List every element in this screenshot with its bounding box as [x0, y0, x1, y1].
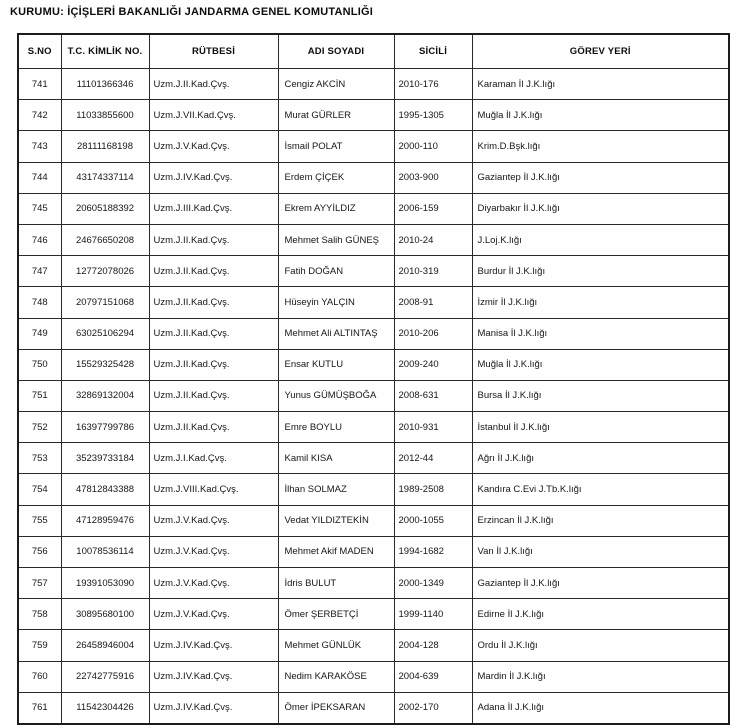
- cell-gorev: İzmir İl J.K.lığı: [472, 287, 729, 318]
- cell-sicil: 2010-24: [394, 224, 472, 255]
- table-row: [18, 412, 729, 443]
- column-header-adi: ADI SOYADI: [278, 34, 394, 69]
- cell-adi: Fatih DOĞAN: [278, 256, 394, 287]
- cell-gorev: Muğla İl J.K.lığı: [472, 349, 729, 380]
- cell-kimlik: 11542304426: [61, 692, 149, 724]
- cell-rutbe: Uzm.J.II.Kad.Çvş.: [149, 256, 278, 287]
- cell-sicil: 2006-159: [394, 193, 472, 224]
- table-row: [18, 661, 729, 692]
- cell-sno: 745: [18, 193, 61, 224]
- table-row: [18, 474, 729, 505]
- cell-sno: 757: [18, 568, 61, 599]
- cell-gorev: Van İl J.K.lığı: [472, 536, 729, 567]
- cell-adi: Nedim KARAKÖSE: [278, 661, 394, 692]
- cell-gorev: Erzincan İl J.K.lığı: [472, 505, 729, 536]
- table-row: [18, 131, 729, 162]
- cell-sno: 761: [18, 692, 61, 724]
- cell-sno: 759: [18, 630, 61, 661]
- cell-kimlik: 32869132004: [61, 380, 149, 411]
- header-row: [18, 34, 729, 69]
- cell-gorev: Karaman İl J.K.lığı: [472, 69, 729, 100]
- document-title: KURUMU: İÇİŞLERİ BAKANLIĞI JANDARMA GENEL KOMUTANLIĞI: [10, 6, 373, 18]
- cell-sicil: 2010-319: [394, 256, 472, 287]
- cell-gorev: Muğla İl J.K.lığı: [472, 100, 729, 131]
- cell-kimlik: 47812843388: [61, 474, 149, 505]
- cell-adi: Ensar KUTLU: [278, 349, 394, 380]
- cell-gorev: J.Loj.K.lığı: [472, 224, 729, 255]
- column-header-gorev: GÖREV YERİ: [472, 34, 729, 69]
- cell-gorev: Gaziantep İl J.K.lığı: [472, 162, 729, 193]
- cell-kimlik: 22742775916: [61, 661, 149, 692]
- cell-rutbe: Uzm.J.II.Kad.Çvş.: [149, 287, 278, 318]
- cell-sicil: 2010-176: [394, 69, 472, 100]
- cell-sicil: 2002-170: [394, 692, 472, 724]
- cell-kimlik: 24676650208: [61, 224, 149, 255]
- cell-gorev: Edirne İl J.K.lığı: [472, 599, 729, 630]
- cell-adi: Murat GÜRLER: [278, 100, 394, 131]
- cell-kimlik: 10078536114: [61, 536, 149, 567]
- cell-rutbe: Uzm.J.IV.Kad.Çvş.: [149, 661, 278, 692]
- cell-adi: Kamil KISA: [278, 443, 394, 474]
- cell-sicil: 2000-1055: [394, 505, 472, 536]
- cell-rutbe: Uzm.J.VII.Kad.Çvş.: [149, 100, 278, 131]
- cell-sno: 749: [18, 318, 61, 349]
- table-row: [18, 380, 729, 411]
- table-row: [18, 630, 729, 661]
- table-row: [18, 162, 729, 193]
- cell-sno: 748: [18, 287, 61, 318]
- cell-kimlik: 20797151068: [61, 287, 149, 318]
- cell-rutbe: Uzm.J.V.Kad.Çvş.: [149, 505, 278, 536]
- cell-sicil: 1995-1305: [394, 100, 472, 131]
- cell-adi: Ömer İPEKSARAN: [278, 692, 394, 724]
- column-header-rutbe: RÜTBESİ: [149, 34, 278, 69]
- cell-kimlik: 47128959476: [61, 505, 149, 536]
- table-row: [18, 505, 729, 536]
- cell-sicil: 2008-91: [394, 287, 472, 318]
- column-header-kimlik: T.C. KİMLİK NO.: [61, 34, 149, 69]
- cell-sno: 753: [18, 443, 61, 474]
- cell-gorev: Kandıra C.Evi J.Tb.K.lığı: [472, 474, 729, 505]
- cell-adi: Mehmet Ali ALTINTAŞ: [278, 318, 394, 349]
- cell-gorev: Diyarbakır İl J.K.lığı: [472, 193, 729, 224]
- cell-sicil: 1989-2508: [394, 474, 472, 505]
- cell-adi: İlhan SOLMAZ: [278, 474, 394, 505]
- table-row: [18, 536, 729, 567]
- table-body: [18, 69, 729, 724]
- cell-sno: 758: [18, 599, 61, 630]
- cell-sicil: 2003-900: [394, 162, 472, 193]
- cell-sicil: 2010-206: [394, 318, 472, 349]
- cell-rutbe: Uzm.J.VIII.Kad.Çvş.: [149, 474, 278, 505]
- personnel-table: [17, 33, 730, 725]
- cell-kimlik: 30895680100: [61, 599, 149, 630]
- cell-adi: Emre BOYLU: [278, 412, 394, 443]
- cell-rutbe: Uzm.J.II.Kad.Çvş.: [149, 318, 278, 349]
- cell-sicil: 2008-631: [394, 380, 472, 411]
- cell-rutbe: Uzm.J.IV.Kad.Çvş.: [149, 162, 278, 193]
- cell-kimlik: 20605188392: [61, 193, 149, 224]
- cell-rutbe: Uzm.J.V.Kad.Çvş.: [149, 568, 278, 599]
- cell-adi: Cengiz AKCİN: [278, 69, 394, 100]
- cell-gorev: Ağrı İl J.K.lığı: [472, 443, 729, 474]
- column-header-sicil: SİCİLİ: [394, 34, 472, 69]
- cell-sicil: 2010-931: [394, 412, 472, 443]
- cell-rutbe: Uzm.J.V.Kad.Çvş.: [149, 536, 278, 567]
- cell-sicil: 2000-1349: [394, 568, 472, 599]
- cell-kimlik: 11101366346: [61, 69, 149, 100]
- table-row: [18, 224, 729, 255]
- cell-gorev: Gaziantep İl J.K.lığı: [472, 568, 729, 599]
- cell-sno: 743: [18, 131, 61, 162]
- column-header-sno: S.NO: [18, 34, 61, 69]
- cell-adi: Ekrem AYYİLDIZ: [278, 193, 394, 224]
- cell-gorev: Burdur İl J.K.lığı: [472, 256, 729, 287]
- cell-adi: Mehmet GÜNLÜK: [278, 630, 394, 661]
- table-row: [18, 100, 729, 131]
- cell-kimlik: 63025106294: [61, 318, 149, 349]
- table-row: [18, 568, 729, 599]
- cell-sno: 747: [18, 256, 61, 287]
- cell-sno: 756: [18, 536, 61, 567]
- cell-kimlik: 15529325428: [61, 349, 149, 380]
- cell-kimlik: 19391053090: [61, 568, 149, 599]
- cell-kimlik: 43174337114: [61, 162, 149, 193]
- cell-adi: Mehmet Akif MADEN: [278, 536, 394, 567]
- table-row: [18, 256, 729, 287]
- cell-gorev: Bursa İl J.K.lığı: [472, 380, 729, 411]
- cell-adi: Hüseyin YALÇIN: [278, 287, 394, 318]
- cell-sicil: 1999-1140: [394, 599, 472, 630]
- cell-sno: 751: [18, 380, 61, 411]
- cell-adi: Vedat YILDIZTEKİN: [278, 505, 394, 536]
- cell-gorev: İstanbul İl J.K.lığı: [472, 412, 729, 443]
- cell-adi: Yunus GÜMÜŞBOĞA: [278, 380, 394, 411]
- cell-kimlik: 35239733184: [61, 443, 149, 474]
- cell-sno: 744: [18, 162, 61, 193]
- table-row: [18, 599, 729, 630]
- cell-gorev: Krim.D.Bşk.lığı: [472, 131, 729, 162]
- cell-gorev: Adana İl J.K.lığı: [472, 692, 729, 724]
- cell-sicil: 1994-1682: [394, 536, 472, 567]
- table-row: [18, 318, 729, 349]
- cell-sicil: 2000-110: [394, 131, 472, 162]
- cell-sno: 746: [18, 224, 61, 255]
- cell-sno: 760: [18, 661, 61, 692]
- table-row: [18, 349, 729, 380]
- cell-kimlik: 26458946004: [61, 630, 149, 661]
- cell-sno: 742: [18, 100, 61, 131]
- table-header: [18, 34, 729, 69]
- cell-rutbe: Uzm.J.V.Kad.Çvş.: [149, 599, 278, 630]
- cell-adi: İdris BULUT: [278, 568, 394, 599]
- cell-sicil: 2004-128: [394, 630, 472, 661]
- cell-rutbe: Uzm.J.II.Kad.Çvş.: [149, 224, 278, 255]
- cell-sicil: 2012-44: [394, 443, 472, 474]
- cell-rutbe: Uzm.J.IV.Kad.Çvş.: [149, 630, 278, 661]
- table-row: [18, 692, 729, 724]
- cell-rutbe: Uzm.J.III.Kad.Çvş.: [149, 193, 278, 224]
- table-row: [18, 69, 729, 100]
- cell-gorev: Manisa İl J.K.lığı: [472, 318, 729, 349]
- cell-sno: 750: [18, 349, 61, 380]
- table-row: [18, 193, 729, 224]
- cell-rutbe: Uzm.J.IV.Kad.Çvş.: [149, 692, 278, 724]
- cell-adi: İsmail POLAT: [278, 131, 394, 162]
- cell-rutbe: Uzm.J.II.Kad.Çvş.: [149, 349, 278, 380]
- cell-sno: 755: [18, 505, 61, 536]
- cell-sicil: 2004-639: [394, 661, 472, 692]
- cell-rutbe: Uzm.J.II.Kad.Çvş.: [149, 69, 278, 100]
- cell-gorev: Mardin İl J.K.lığı: [472, 661, 729, 692]
- cell-gorev: Ordu İl J.K.lığı: [472, 630, 729, 661]
- cell-adi: Mehmet Salih GÜNEŞ: [278, 224, 394, 255]
- cell-adi: Ömer ŞERBETÇİ: [278, 599, 394, 630]
- cell-sno: 754: [18, 474, 61, 505]
- cell-rutbe: Uzm.J.II.Kad.Çvş.: [149, 380, 278, 411]
- cell-kimlik: 16397799786: [61, 412, 149, 443]
- cell-sno: 741: [18, 69, 61, 100]
- table-row: [18, 287, 729, 318]
- cell-sno: 752: [18, 412, 61, 443]
- cell-rutbe: Uzm.J.V.Kad.Çvş.: [149, 131, 278, 162]
- cell-kimlik: 11033855600: [61, 100, 149, 131]
- cell-rutbe: Uzm.J.II.Kad.Çvş.: [149, 412, 278, 443]
- table-row: [18, 443, 729, 474]
- cell-kimlik: 12772078026: [61, 256, 149, 287]
- cell-sicil: 2009-240: [394, 349, 472, 380]
- cell-adi: Erdem ÇİÇEK: [278, 162, 394, 193]
- cell-rutbe: Uzm.J.I.Kad.Çvş.: [149, 443, 278, 474]
- cell-kimlik: 28111168198: [61, 131, 149, 162]
